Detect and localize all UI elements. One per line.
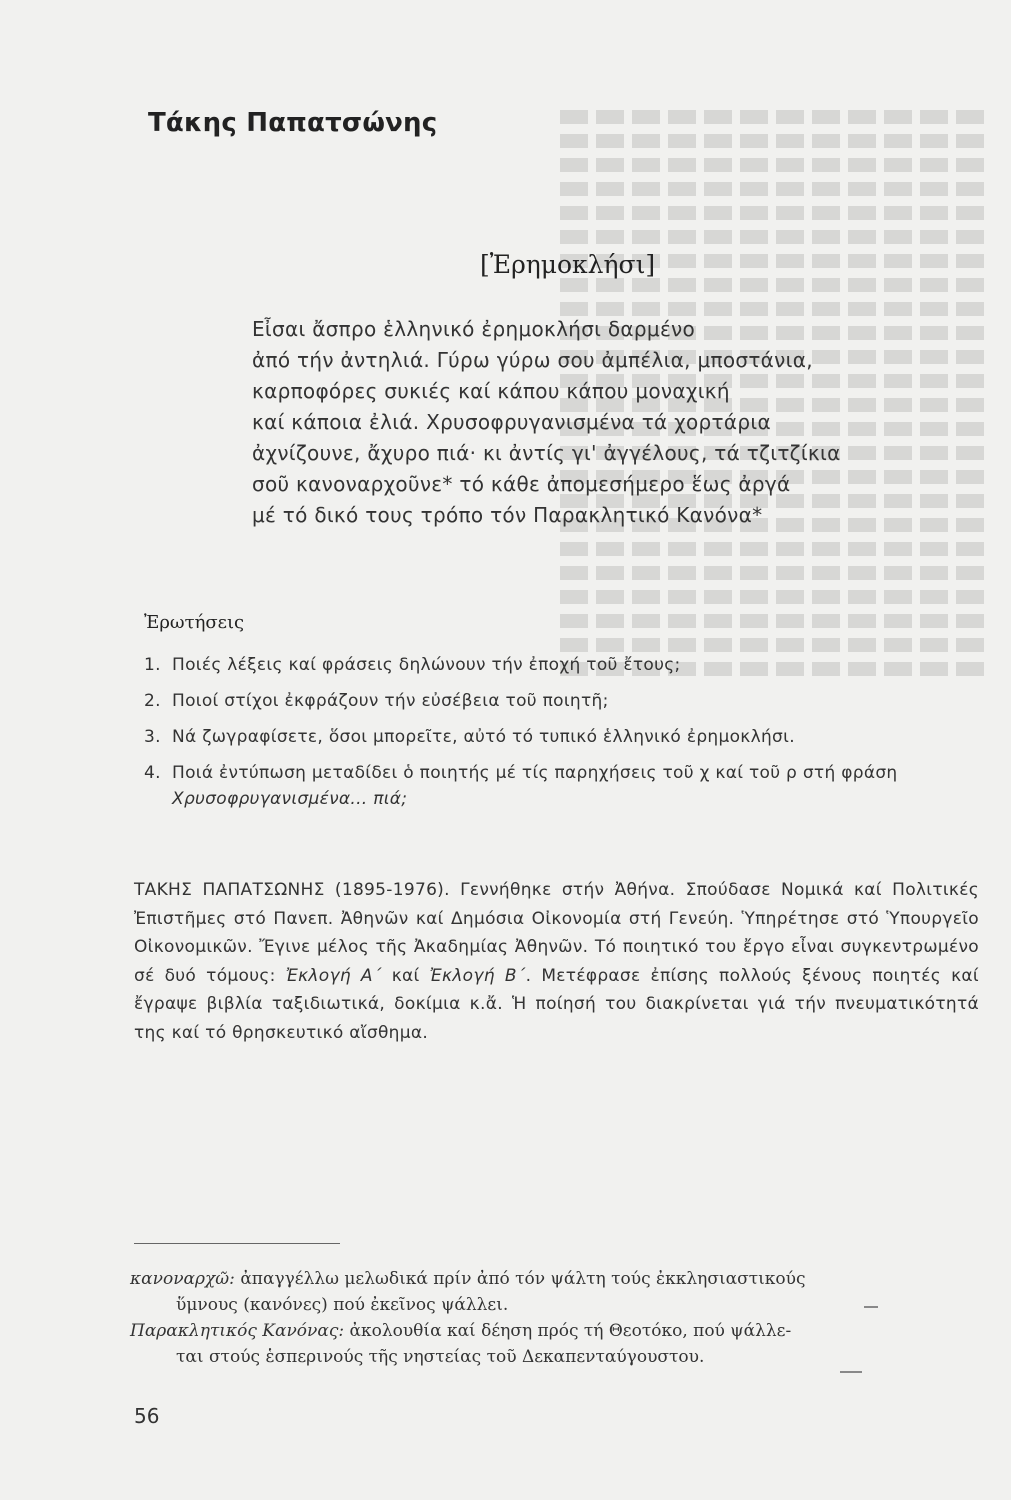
- page-number: 56: [134, 1404, 160, 1428]
- question-item: [144, 652, 984, 678]
- poem: [252, 314, 912, 531]
- pencil-mark: [840, 1371, 862, 1373]
- footnote-definition: ἀπαγγέλλω μελωδικά πρίν ἀπό τόν ψάλτη τούς ἐκκλησιαστικούς: [240, 1269, 806, 1289]
- question-item: [144, 688, 984, 714]
- poem-line: ἀπό τήν ἀντηλιά. Γύρω γύρω σου ἀμπέλια, μποστάνια,: [252, 348, 813, 372]
- pencil-mark: [864, 1306, 878, 1308]
- question-text: Ποιοί στίχοι ἐκφράζουν τήν εὐσέβεια τοῦ ποιητῆ;: [172, 691, 609, 711]
- question-text: Νά ζωγραφίσετε, ὅσοι μπορεῖτε, αὐτό τό τυπικό ἑλληνικό ἐρημοκλήσι.: [172, 727, 795, 747]
- question-text: Ποιές λέξεις καί φράσεις δηλώνουν τήν ἐποχή τοῦ ἔτους;: [172, 655, 681, 675]
- footnote-continuation: ται στούς ἑσπερινούς τῆς νηστείας τοῦ Δεκαπενταύγουστου.: [176, 1347, 705, 1367]
- question-number: 1.: [144, 655, 161, 675]
- footnote: [130, 1318, 990, 1370]
- poem-line: σοῦ κανοναρχοῦνε* τό κάθε ἀπομεσήμερο ἕως ἀργά: [252, 472, 791, 496]
- question-text-main: Ποιά ἐντύπωση μεταδίδει ὁ ποιητής μέ τίς παρηχήσεις τοῦ χ καί τοῦ ρ στή φράση: [172, 763, 898, 783]
- poem-title: [Ἐρημοκλήσι]: [480, 250, 656, 279]
- questions-list: [144, 652, 984, 822]
- footnote-term: Παρακλητικός Κανόνας:: [130, 1321, 345, 1341]
- question-item: [144, 760, 984, 812]
- footnote-definition: ἀκολουθία καί δέηση πρός τή Θεοτόκο, πού ψάλλε-: [349, 1321, 792, 1341]
- bio-and: καί: [391, 965, 420, 986]
- question-number: 2.: [144, 691, 161, 711]
- question-text-italic: Χρυσοφρυγανισμένα... πιά;: [172, 789, 408, 809]
- bio-book-2: Ἐκλογή Β΄: [429, 965, 526, 986]
- poem-line: μέ τό δικό τους τρόπο τόν Παρακλητικό Κανόνα*: [252, 503, 763, 527]
- poem-line: ἀχνίζουνε, ἄχυρο πιά· κι ἀντίς γι' ἀγγέλους, τά τζιτζίκια: [252, 441, 841, 465]
- question-text: [172, 760, 984, 812]
- bio-book-1: Ἐκλογή Α΄: [285, 965, 382, 986]
- bio-text-2: . Μετέφρασε ἐπίσης πολλούς ξένους ποιητές καί ἔγραψε βιβλία ταξιδιωτικά, δοκίμια κ.ἄ. Ἡ ποίησή του διακρίνεται γιά τήν πνευματικότητά της καί τό θρησκευτικό αἴσθημα.: [134, 965, 979, 1043]
- author-heading: Τάκης Παπατσώνης: [148, 108, 438, 138]
- footnotes: [130, 1266, 990, 1370]
- bio-text-1: ΤΑΚΗΣ ΠΑΠΑΤΣΩΝΗΣ (1895-1976). Γεννήθηκε στήν Ἀθήνα. Σπούδασε Νομικά καί Πολιτικές Ἐπιστῆμες στό Πανεπ. Ἀθηνῶν καί Δημόσια Οἰκονομία στή Γενεύη. Ὑπηρέτησε στό Ὑπουργεῖο Οἰκονομικῶν. Ἔγινε μέλος τῆς Ἀκαδημίας Ἀθηνῶν. Τό ποιητικό του ἔργο εἶναι συγκεντρωμένο σέ δυό τόμους:: [134, 880, 979, 986]
- footnote-divider: [134, 1243, 340, 1244]
- questions-heading: Ἐρωτήσεις: [144, 612, 245, 633]
- poem-line: καρποφόρες συκιές καί κάπου κάπου μοναχική: [252, 379, 730, 403]
- footnote-term: κανοναρχῶ:: [130, 1269, 235, 1289]
- author-biography: [134, 876, 979, 1047]
- question-item: [144, 724, 984, 750]
- footnote: [130, 1266, 990, 1318]
- poem-line: Εἶσαι ἄσπρο ἑλληνικό ἐρημοκλήσι δαρμένο: [252, 317, 696, 341]
- question-number: 3.: [144, 727, 161, 747]
- question-number: 4.: [144, 763, 161, 783]
- footnote-continuation: ὕμνους (κανόνες) πού ἐκεῖνος ψάλλει.: [176, 1295, 509, 1315]
- poem-line: καί κάποια ἐλιά. Χρυσοφρυγανισμένα τά χορτάρια: [252, 410, 771, 434]
